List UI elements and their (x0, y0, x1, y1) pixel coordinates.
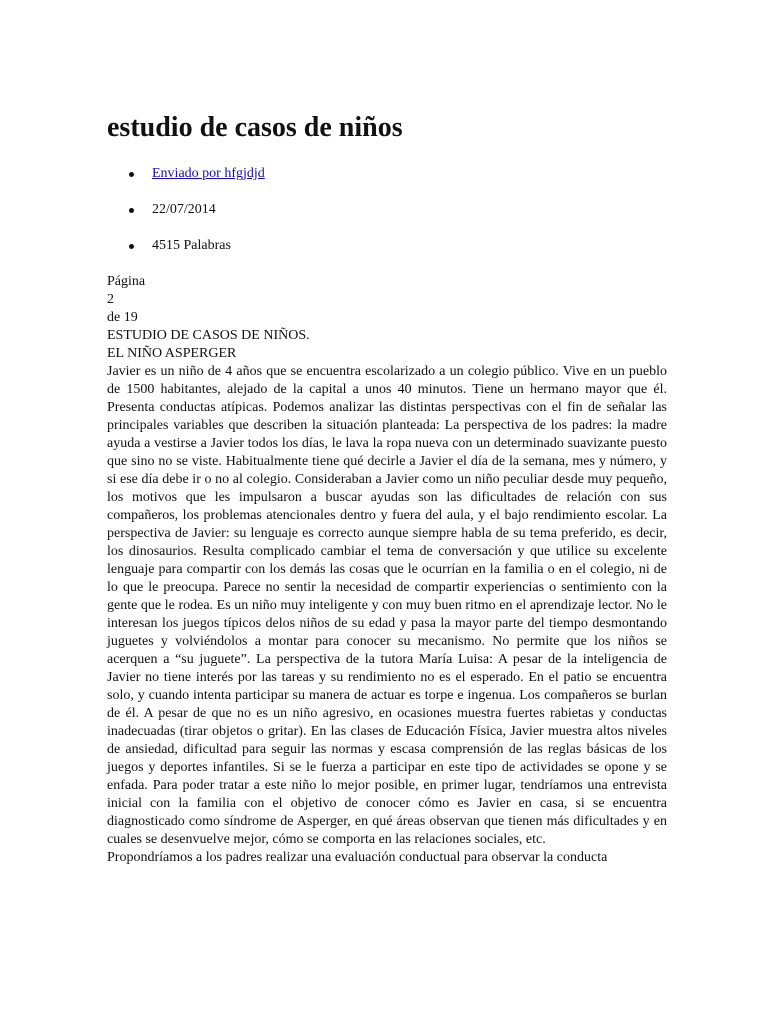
meta-item-word-count (107, 234, 265, 258)
document-body (107, 273, 667, 867)
document-heading: ESTUDIO DE CASOS DE NIÑOS. (107, 328, 310, 343)
word-count: 4515 Palabras (152, 238, 231, 253)
bullet-icon (129, 172, 134, 177)
author-link[interactable]: Enviado por hfgjdjd (152, 166, 265, 181)
page-label: Página (107, 274, 146, 289)
page-current: 2 (107, 292, 114, 307)
publish-date: 22/07/2014 (152, 202, 216, 217)
document-meta-list (107, 162, 265, 270)
page-total: de 19 (107, 310, 138, 325)
document-subheading: EL NIÑO ASPERGER (107, 346, 237, 361)
bullet-icon (129, 244, 134, 249)
page-title: estudio de casos de niños (107, 112, 403, 143)
body-paragraph: Propondríamos a los padres realizar una evaluación conductual para observar la conducta (107, 850, 608, 865)
bullet-icon (129, 208, 134, 213)
body-paragraph: Javier es un niño de 4 años que se encuentra escolarizado a un colegio público. Vive en un pueblo de 1500 habitantes, alejado de la capital a unos 40 minutos. Tiene un hermano mayor que él. Presenta conductas atípicas. Podemos analizar las distintas perspectivas con el fin de señalar las principales variables que describen la situación planteada: La perspectiva de los padres: la madre ayuda a vestirse a Javier todos los días, le lava la ropa nueva con un determinado suavizante puesto que sino no se viste. Habitualmente tiene qué decirle a Javier el día de la semana, mes y número, y si ese día debe ir o no al colegio. Consideraban a Javier como un niño peculiar desde muy pequeño, los motivos que les impulsaron a buscar ayudas son las dificultades de relación con sus compañeros, los problemas atencionales dentro y fuera del aula, y el bajo rendimiento escolar. La perspectiva de Javier: su lenguaje es correcto aunque siempre habla de su tema preferido, es decir, los dinosaurios. Resulta complicado cambiar el tema de conversación y que utilice su excelente lenguaje para compartir con los demás las cosas que le ocurrían en la familia o en el colegio, ni de lo que le preocupa. Parece no sentir la necesidad de compartir experiencias o sentimiento con la gente que le rodea. Es un niño muy inteligente y con muy buen ritmo en el aprendizaje lector. No le interesan los juegos típicos delos niños de su edad y pasa la mayor parte del tiempo desmontando juguetes y volviéndolos a montar para conocer su mecanismo. No permite que los niños se acerquen a “su juguete”. La perspectiva de la tutora María Luisa: A pesar de la inteligencia de Javier no tiene interés por las tareas y su rendimiento no es el esperado. En el patio se encuentra solo, y cuando intenta participar su manera de actuar es torpe e ingenua. Los compañeros se burlan de él. A pesar de que no es un niño agresivo, en ocasiones muestra fuertes rabietas y conductas inadecuadas (tirar objetos o gritar). En las clases de Educación Física, Javier muestra altos niveles de ansiedad, dificultad para seguir las normas y escasa comprensión de las reglas básicas de los juegos y deportes infantiles. Si se le fuerza a participar en este tipo de actividades se opone y se enfada. Para poder tratar a este niño lo mejor posible, en primer lugar, tendríamos una entrevista inicial con la familia con el objetivo de conocer cómo es Javier en casa, si se encuentra diagnosticado como síndrome de Asperger, en qué áreas observan que tienen más dificultades y en cuales se desenvuelve mejor, cómo se comporta en las relaciones sociales, etc. (107, 364, 667, 847)
meta-item-date (107, 198, 265, 222)
meta-item-author (107, 162, 265, 186)
